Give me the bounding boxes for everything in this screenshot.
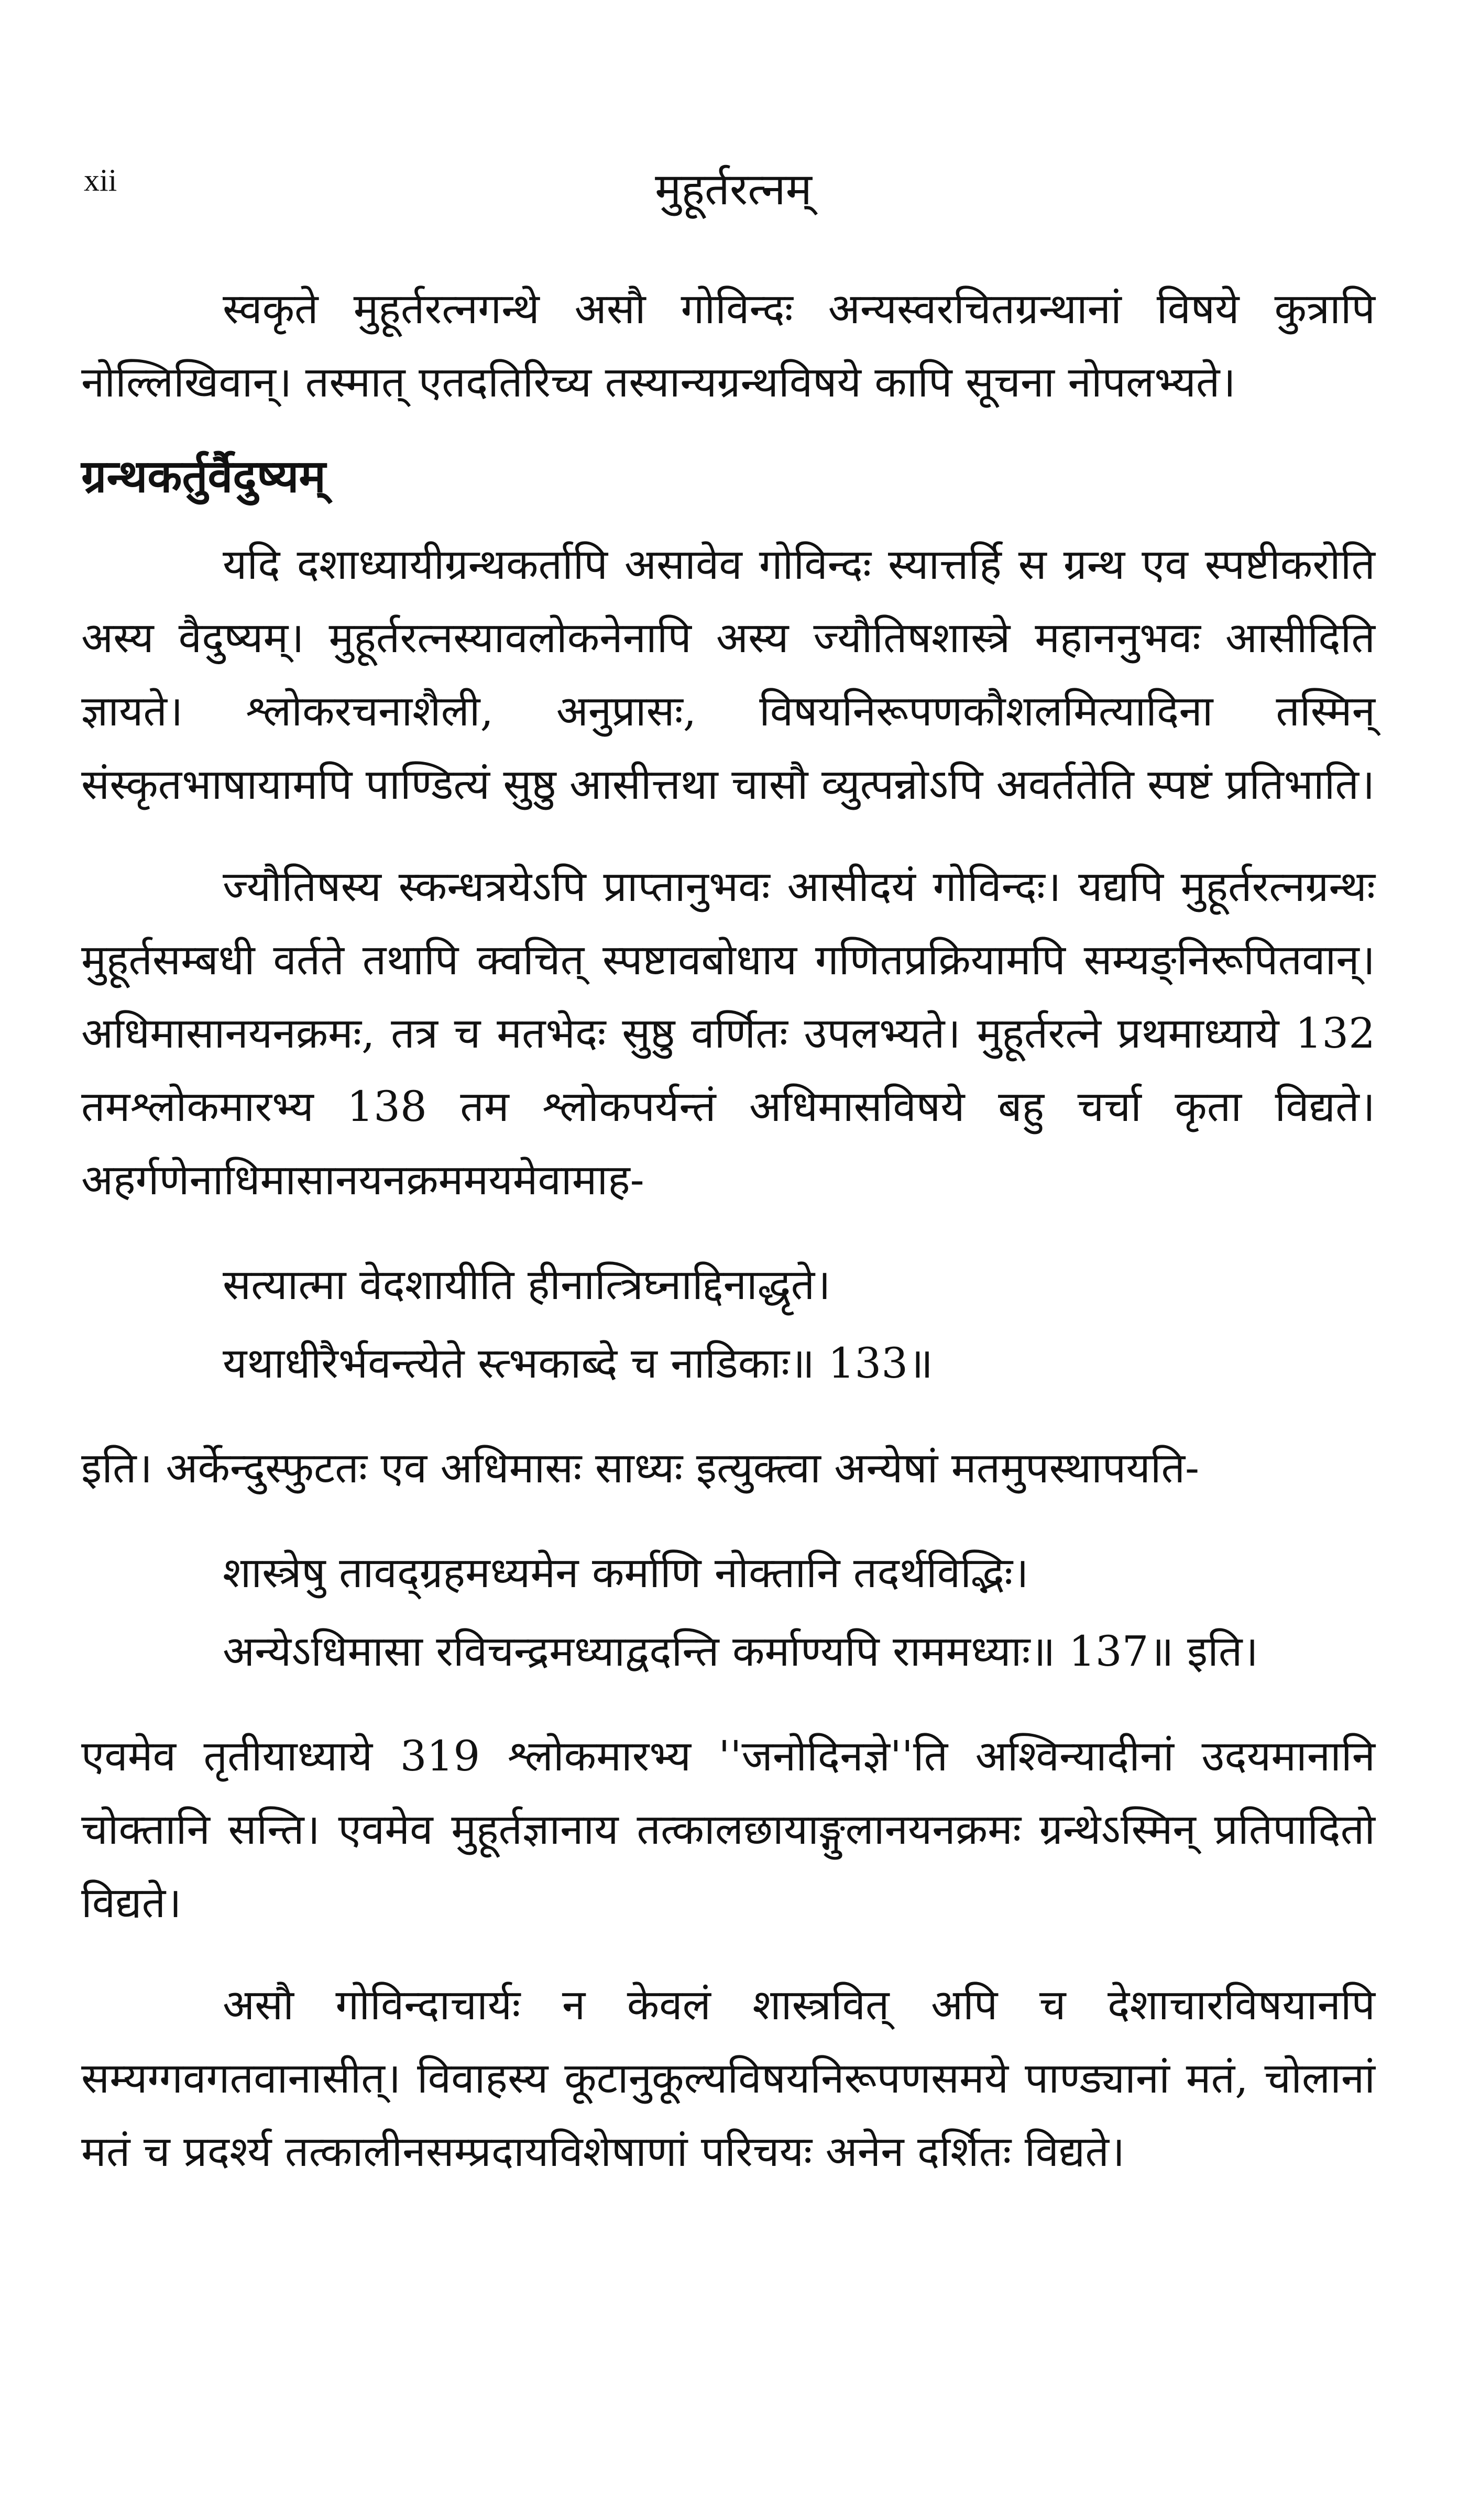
verse-133 [81,1246,1375,1403]
page-number: xii [84,163,117,197]
section-heading: ग्रन्थकर्तुर्वैदुष्यम् [81,450,326,503]
paragraph-other-views: इति। अर्केन्दुस्फुटतः एव अधिमासः साध्यः इत्युक्त्वा अन्येषां मतमुपस्थापयति- [81,1444,1200,1492]
running-header [84,157,1383,215]
verse-line: अन्येऽधिमासा रविचन्द्रमध्याद्वदन्ति कर्माण्यपि राममध्याः॥ 137॥ इति। [223,1627,1258,1676]
verse-line: सत्यात्मा वेदशायीति हीनात्त्रिघ्नाद्दिनाद्धृते। [223,1260,831,1309]
paragraph-scholarship: यदि दशाध्यायीग्रन्थकर्तापि असावेव गोविन्दः स्यात्तर्हि स ग्रन्थ एव स्पष्टीकरोति अस्य वैदुष्यम्। मुहूर्तरत्नस्यावलोकनेनापि अस्य ज्यौतिषशास्त्रे महाननुभवः आसीदिति ज्ञायते। श्लोकरचनाशैली, अनुप्रासः, विषयनिरूपणकौशलमित्यादिना तस्मिन् संस्कृतभाषायामपि पाण्डित्यं सुष्ठु आसीत्तथा चासौ व्युत्पन्नोऽपि अवर्ततेति स्पष्टं प्रतिभाति। [81,540,1375,809]
verse-line: शास्त्रेषु तावद्ग्रहमध्यमेन कर्माणि नोक्तानि तदर्थविद्भिः। [223,1548,1029,1597]
verse-137 [81,1534,1375,1691]
paragraph-customs: असौ गोविन्दाचार्यः न केवलं शास्त्रवित् अपि च देशाचारविषयानपि सम्यग्गवगतवानासीत्। विवाहस्य कूटानुकूल्यविषयनिरूपणसमये पाण्ड्यानां मतं, चोलानां मतं च प्रदर्श्य तत्कालीनसम्प्रदायविशेषाणां परिचयः अनेन दर्शितः विद्यते। [81,1980,1375,2176]
paragraph-third-chapter: एवमेव तृतीयाध्याये 319 श्लोकमारभ्य ''जनोदिनज्ञे''ति अश्विन्यादीनां उदयमानानि चोक्तानि सन्ति। एवमेव मुहूर्तज्ञानाय तत्कालछायाङ्गुलानयनक्रमः ग्रन्थेऽस्मिन् प्रतिपादितो विद्यते। [81,1732,1375,1927]
paragraph-author-works: स्वकृते मुहूर्तरत्नगन्थे असौ गोविन्दः अन्यस्वरचितग्रन्थानां विषये कुत्रापि नोल्लिखिवान्। तस्मात् एतदतिरिच्य तस्यान्यग्रन्थविषये कापि सूचना नोपलभ्यते। [81,284,1375,406]
paragraph-adhimasa: ज्यौतिषस्य स्कन्धत्रयेऽपि प्राप्तानुभवः आसीदयं गोविन्दः। यद्यपि मुहूर्तरत्नग्रन्थः मुहूर्तसम्बधी वर्तते तथापि क्वचित् स्पष्टावबोधाय गणितप्रक्रियामपि सम्यङ्निरूपितवान्। अधिमासानयनक्रमः, तत्र च मतभेदः सुष्ठु वर्णितः उपलभ्यते। मुहूर्तरत्ने प्रथमाध्याये 132 तमश्लोकमारभ्य 138 तम श्लोकपर्यन्तं अधिमासविषये बहु चर्चा कृता विद्यते। अहर्गणेनाधिमासानयनक्रममयमेवामाह- [81,862,1375,1204]
running-title: मुहूर्तरत्नम् [655,163,812,215]
body-text [81,272,1375,2188]
verse-line: यथाधीरैर्भवन्त्येते स्त्भकाब्दे च नाडिकाः॥ 133॥ [223,1339,934,1388]
